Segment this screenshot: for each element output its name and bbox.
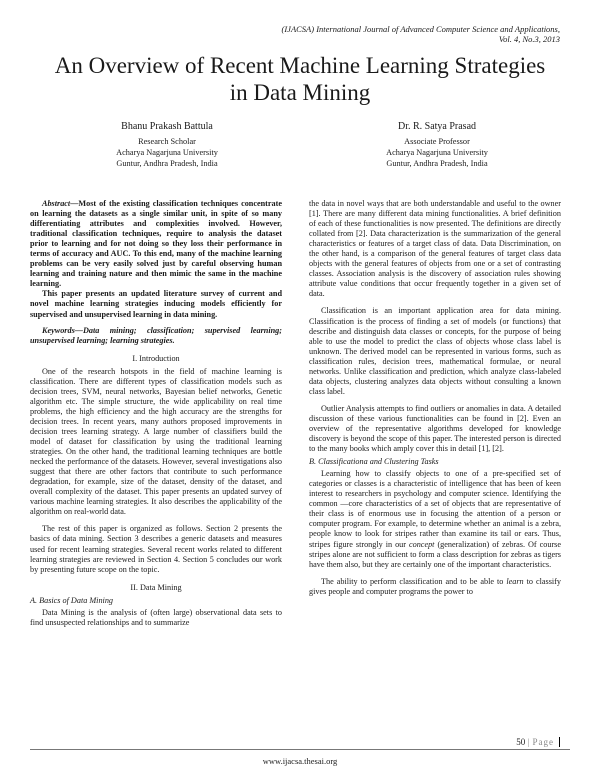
- text-span: The ability to perform classification and to be able to: [321, 576, 507, 586]
- text-span: Learning how to classify objects to one of a pre-specified set of categories or classes is a characteristic of intelligence that has been of keen interest to researchers in psychology and computer science. Identifying the common —core characteristics of a set of objects that are representative of their class is of enormous use in focusing the attention of a person or computer program. For example, to determine whether an animal is a zebra, people know to look for stripes rather than examine its tail or ears. Thus, stripes figure strongly in our: [309, 469, 561, 549]
- abstract-paragraph-2: This paper presents an updated literature survey of current and novel machine learning strategies inducing models efficiently for supervised and unsupervised learning in data mining.: [30, 289, 282, 319]
- abstract-paragraph: [30, 199, 282, 289]
- right-paragraph-classification: Classification is an important application area for data mining. Classification is the process of finding a set of models (or functions) that describe and distinguish data classes or concepts, for the purpose of being able to use the model to predict the class of objects whose class label is unknown. The derived model can be represented in various forms, such as classification rules, decision trees, mathematical formulae, or neural networks. Unlike classification and prediction, which analyze class-labeled data objects, clustering analyzes data objects without consulting a known class label.: [309, 306, 561, 396]
- title-line-1: An Overview of Recent Machine Learning Strategies: [54, 53, 546, 78]
- subsection-heading-basics: A. Basics of Data Mining: [30, 595, 114, 605]
- keywords: Keywords—Data mining; classification; supervised learning; unsupervised learning; learning strategies.: [30, 325, 282, 345]
- abstract-text: —Most of the existing classification techniques concentrate on learning the datasets as a single similar unit, in spite of so many differentiating attributes and complexities involved. However, traditional classification techniques, require to analysis the dataset prior to learning and for not doing so they loss their performance in terms of accuracy and AUC. To this end, many of the machine learning problems can be very easily solved just by careful observing human learning and training nature and then mimic the same in the machine learning.: [30, 199, 282, 289]
- author-name: Dr. R. Satya Prasad: [397, 121, 477, 132]
- left-column: [30, 199, 282, 628]
- intro-paragraph-2: The rest of this paper is organized as follows. Section 2 presents the basics of data mining. Section 3 describes a generic datasets and measures used for recent learning strategies. Several recent works related to different learning strategies are reviewed in Section 4. Section 5 concludes our work by presenting future scope on the topic.: [30, 524, 282, 574]
- journal-line-1: (IJACSA) International Journal of Advanced Computer Science and Applications,: [281, 24, 560, 34]
- data-mining-paragraph-1: Data Mining is the analysis of (often large) observational data sets to find unsuspected relationships and to summarize: [30, 607, 282, 627]
- journal-header: [200, 24, 560, 44]
- text-span: to classify gives people and computer programs the power to: [309, 576, 561, 596]
- section-heading-introduction: I. Introduction: [132, 353, 180, 363]
- paper-title: [30, 52, 570, 106]
- author-block-2: [312, 121, 562, 169]
- right-paragraph-ability: [309, 577, 561, 597]
- text-span: (generalization) of zebras. Of course stripes alone are not sufficient to form a class description for zebras as tigers have them also, but they are certainly one of the important characteristics.: [309, 539, 561, 569]
- footer-rule: [30, 749, 570, 750]
- subsection-heading-classification: B. Classificationa and Clustering Tasks: [309, 457, 439, 467]
- right-column: [309, 199, 561, 597]
- author-affiliation: Acharya Nagarjuna University: [386, 148, 488, 157]
- author-role: Associate Professor: [404, 137, 470, 146]
- author-affiliation: Acharya Nagarjuna University: [116, 148, 218, 157]
- author-location: Guntur, Andhra Pradesh, India: [116, 159, 218, 168]
- section-heading-data-mining: II. Data Mining: [130, 582, 182, 592]
- emphasis-concept: concept: [408, 539, 435, 549]
- journal-line-2: Vol. 4, No.3, 2013: [498, 34, 560, 44]
- right-paragraph-outlier: Outlier Analysis attempts to find outliers or anomalies in data. A detailed discussion of these various functionalities can be found in [2]. Even an overview of the representative algorithms developed for knowledge discovery is beyond the scope of this paper. The interested person is directed to the many books which amply cover this in detail [1], [2].: [309, 403, 561, 454]
- page-number-value: 50: [516, 737, 526, 747]
- author-role: Research Scholar: [138, 137, 196, 146]
- page-number: 50 | Page: [516, 737, 560, 747]
- abstract-label: Abstract: [42, 199, 71, 208]
- title-line-2: in Data Mining: [229, 80, 371, 105]
- page-word: Page: [532, 737, 554, 747]
- author-name: Bhanu Prakash Battula: [121, 121, 213, 132]
- author-block-1: [42, 121, 292, 169]
- intro-paragraph-1: One of the research hotspots in the field of machine learning is classification. There are different types of classification models such as decision trees, SVM, neural networks, Bayesian belief networks, Genetic algorithm etc. The simple structure, the wide applicability on real time problems, the high efficiency and the high accuracy are the strengths for decision trees. In recent years, many authors proposed improvements in decision trees learning strategy. A large number of classifiers build the model of dataset for classification by using the traditional learning strategies. On the other hand, the traditional learning techniques are bottle necked the performance of the datasets. However, several investigations also suggest that there are other factors that contribute to such performance degradation, for example, size of the dataset, density of the dataset, and overall complexity of the dataset. This paper presents an updated survey of various machine learning strategies. It also describes the applicability of the algorithm on real-world data.: [30, 366, 282, 517]
- emphasis-learn: learn: [506, 576, 524, 586]
- footer-url[interactable]: www.ijacsa.thesai.org: [262, 756, 338, 766]
- right-paragraph-1: the data in novel ways that are both understandable and useful to the owner [1]. There are many different data mining functionalities. A brief definition of each of these functionalities is now presented. The definitions are directly collated from [2]. Data characterization is the summarization of the general characteristics or features of a target class of data. Data Discrimination, on the other hand, is a comparison of the general features of target class data objects with the general features of objects from one or a set of contrasting classes. Association analysis is the discovery of association rules showing attribute value conditions that occur frequently together in a given set of data.: [309, 199, 561, 299]
- right-paragraph-learning: [309, 469, 561, 569]
- author-location: Guntur, Andhra Pradesh, India: [386, 159, 488, 168]
